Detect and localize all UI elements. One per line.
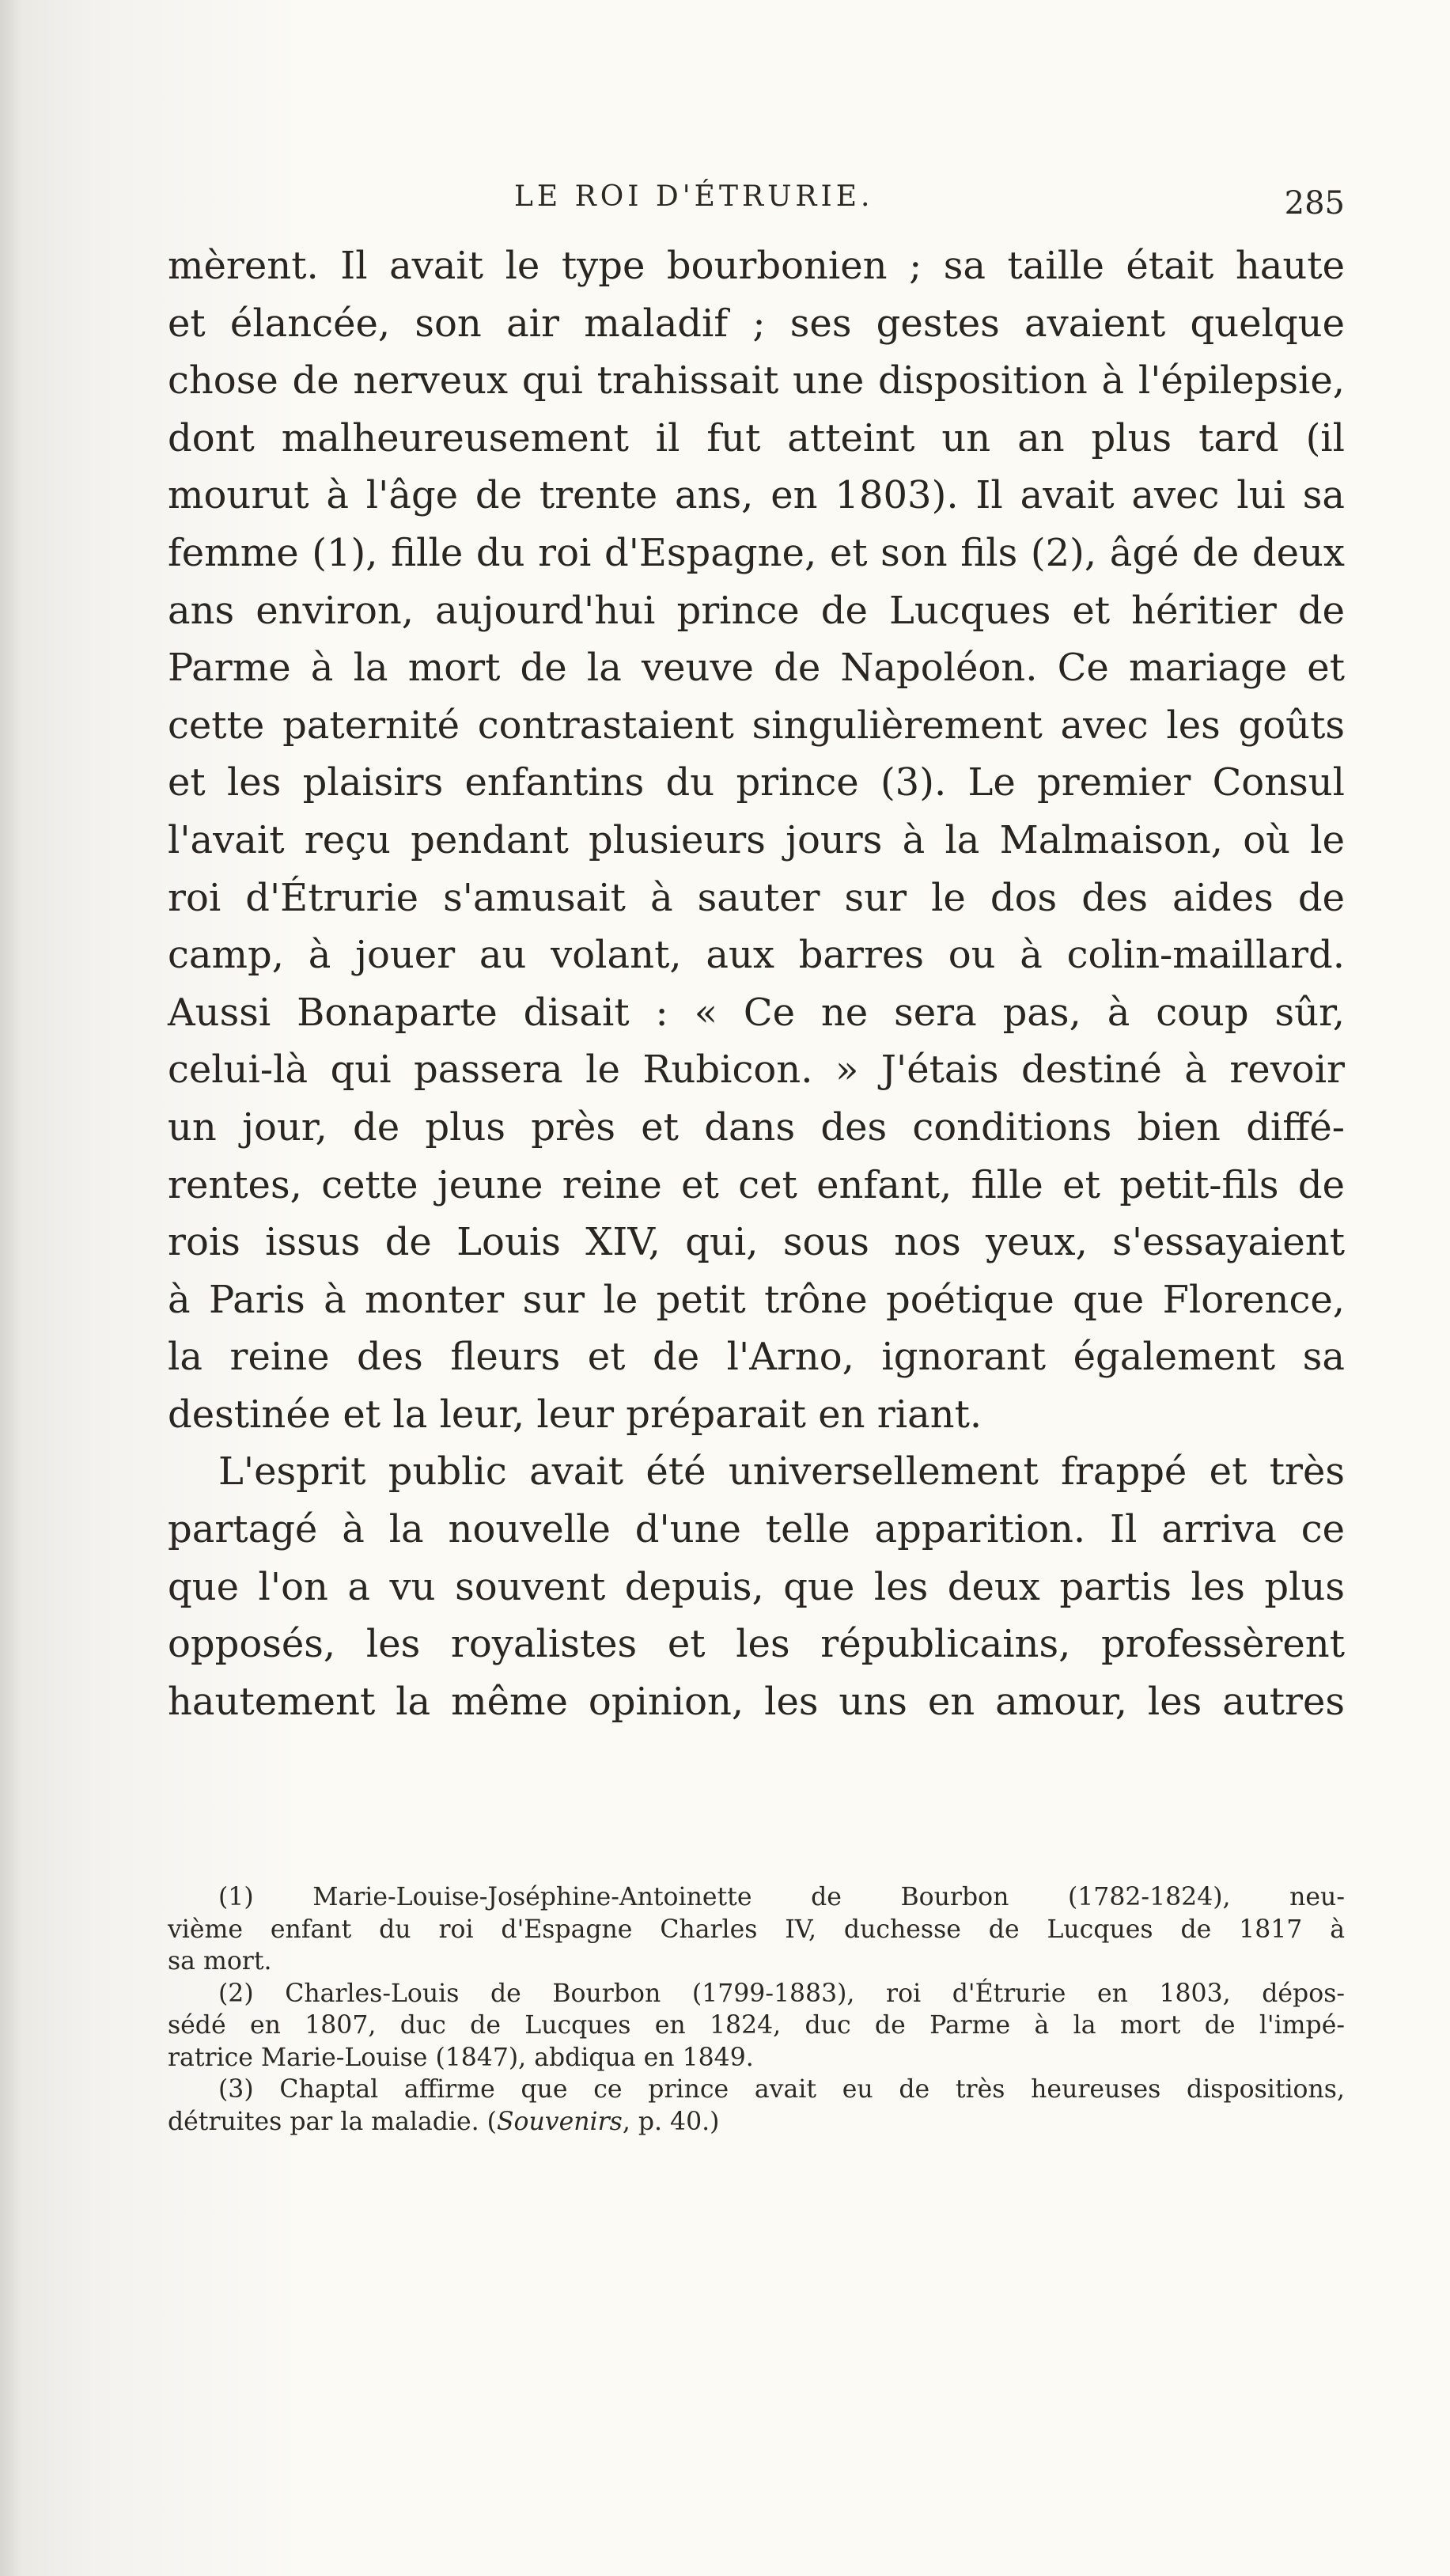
text-line: Aussi Bonaparte disait : « Ce ne sera pas, à coup sûr, [168,990,1345,1035]
text-line: chose de nerveux qui trahissait une disposition à l'épilepsie, [168,358,1345,403]
text-line: la reine des fleurs et de l'Arno, ignorant également sa [168,1335,1345,1380]
footnote-line-citation [168,2106,1345,2138]
page-header [174,180,1345,228]
text-line: cette paternité contrastaient singulièrement avec les goûts [168,703,1345,748]
text-line: rois issus de Louis XIV, qui, sous nos yeux, s'essayaient [168,1220,1345,1265]
text-line: camp, à jouer au volant, aux barres ou à colin-maillard. [168,933,1345,978]
text-line: opposés, les royalistes et les républicains, professèrent [168,1622,1345,1667]
text-line: roi d'Étrurie s'amusait à sauter sur le dos des aides de [168,875,1345,920]
running-title: LE ROI D'ÉTRURIE. [514,180,874,213]
text-line: à Paris à monter sur le petit trône poétique que Florence, [168,1277,1345,1322]
text-line: ans environ, aujourd'hui prince de Lucques et héritier de [168,588,1345,633]
text-line: l'avait reçu pendant plusieurs jours à la Malmaison, où le [168,817,1345,862]
footnotes [168,1881,1345,2138]
paragraph-start-line: L'esprit public avait été universellement frappé et très [218,1449,1345,1494]
text-line: mèrent. Il avait le type bourbonien ; sa taille était haute [168,244,1345,288]
footnote-line: ratrice Marie-Louise (1847), abdiqua en 1849. [168,2043,754,2072]
text-line: celui-là qui passera le Rubicon. » J'étais destiné à revoir [168,1047,1345,1093]
footnote-line: sa mort. [168,1947,272,1976]
text-line: mourut à l'âge de trente ans, en 1803). Il avait avec lui sa [168,473,1345,518]
text-line: Parme à la mort de la veuve de Napoléon. Ce mariage et [168,646,1345,691]
main-text [168,237,1345,1730]
text-line: un jour, de plus près et dans des conditions bien diffé- [168,1104,1345,1150]
footnote-text: détruites par la maladie. ( [168,2107,497,2136]
footnote-line: (1) Marie-Louise-Joséphine-Antoinette de Bourbon (1782-1824), neu- [218,1883,1345,1911]
footnote-text: , p. 40.) [622,2107,720,2136]
text-line: rentes, cette jeune reine et cet enfant, fille et petit-fils de [168,1162,1345,1207]
text-line: destinée et la leur, leur préparait en riant. [168,1392,982,1437]
text-line: et élancée, son air maladif ; ses gestes avaient quelque [168,301,1345,346]
page-number: 285 [1284,185,1345,222]
text-line: femme (1), fille du roi d'Espagne, et son fils (2), âgé de deux [168,530,1345,575]
text-line: que l'on a vu souvent depuis, que les deux partis les plus [168,1564,1345,1609]
text-line: et les plaisirs enfantins du prince (3). Le premier Consul [168,760,1345,805]
footnote-line: vième enfant du roi d'Espagne Charles IV, duchesse de Lucques de 1817 à [168,1915,1345,1944]
text-line: hautement la même opinion, les uns en amour, les autres [168,1679,1345,1724]
footnote-line: (3) Chaptal affirme que ce prince avait eu de très heureuses dispositions, [218,2075,1345,2104]
footnote-line: (2) Charles-Louis de Bourbon (1799-1883), roi d'Étrurie en 1803, dépos- [218,1979,1345,2008]
footnote-line: sédé en 1807, duc de Lucques en 1824, duc de Parme à la mort de l'impé- [168,2011,1345,2040]
text-line: dont malheureusement il fut atteint un an plus tard (il [168,415,1345,460]
cited-work-title: Souvenirs [496,2107,623,2136]
gutter-shadow [0,0,22,2576]
text-line: partagé à la nouvelle d'une telle apparition. Il arriva ce [168,1507,1345,1552]
